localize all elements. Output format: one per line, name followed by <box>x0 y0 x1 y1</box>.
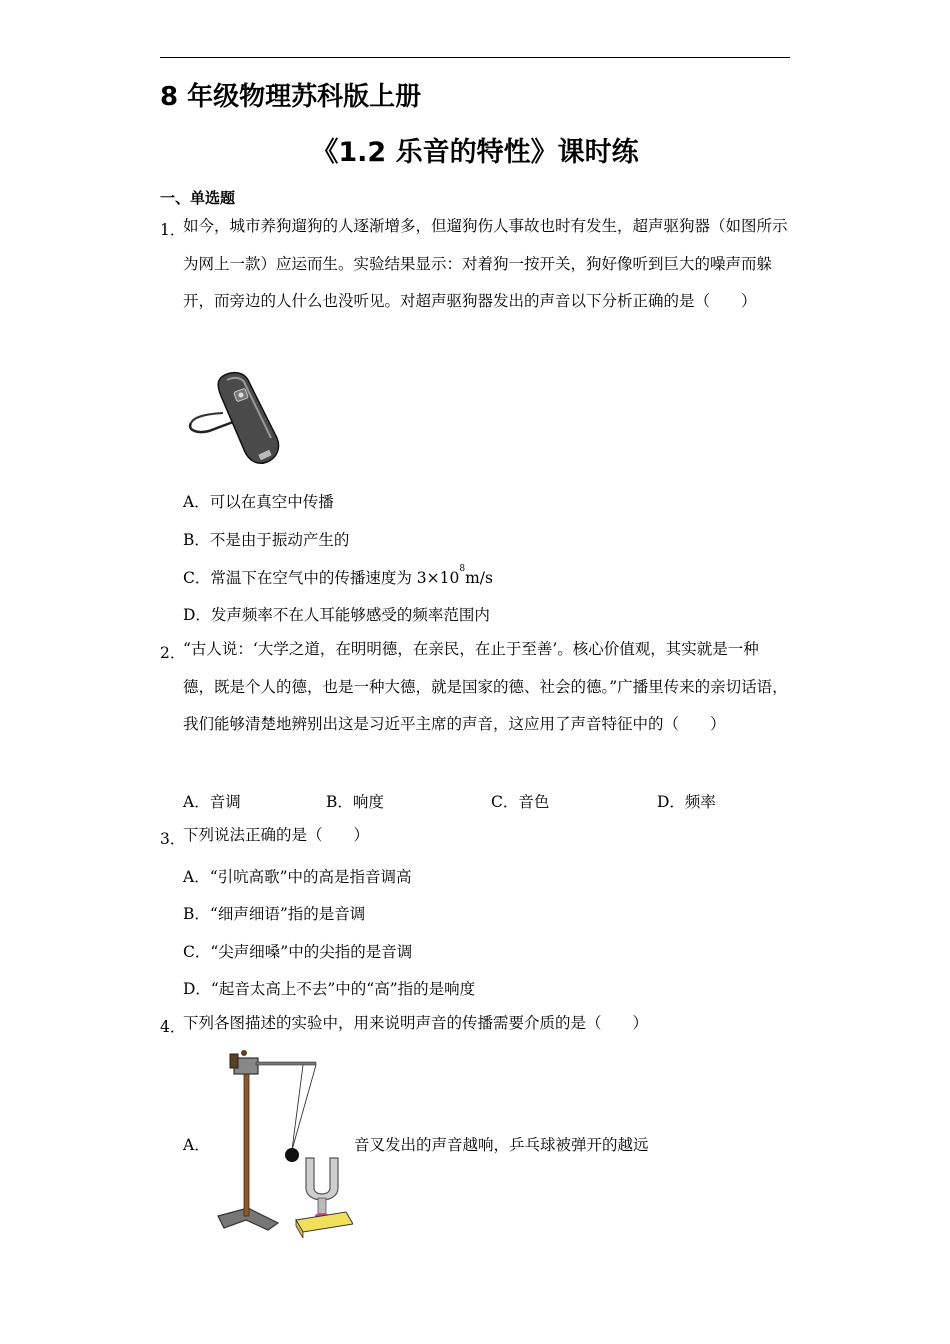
question-2-option-b: B．响度 <box>326 793 384 811</box>
grade-title: 8 年级物理苏科版上册 <box>160 82 422 112</box>
question-4-number: 4． <box>160 1018 186 1036</box>
section-heading: 一、单选题 <box>160 189 236 207</box>
question-1-option-c: C．常温下在空气中的传播速度为 $3\times 10^8m/s$ <box>183 564 493 587</box>
document-title: 《1.2 乐音的特性》课时练 <box>311 137 639 168</box>
header-rule <box>160 57 790 58</box>
question-3-option-d: D．“起音太高上不去”中的“高”指的是响度 <box>183 980 476 998</box>
question-2-option-c: C．音色 <box>491 793 550 811</box>
question-4-option-a-text: 音叉发出的声音越响，乒乓球被弹开的越远 <box>354 1136 649 1154</box>
question-3-option-b: B．“细声细语”指的是音调 <box>183 905 366 923</box>
question-2-number: 2． <box>160 644 186 662</box>
tuning-fork-pendulum-image <box>208 1048 353 1238</box>
question-4-text: 下列各图描述的实验中，用来说明声音的传播需要介质的是（ ） <box>183 1014 649 1032</box>
ultrasonic-dog-repeller-image <box>183 368 283 468</box>
question-1-number: 1． <box>160 221 186 239</box>
question-1-option-a: A．可以在真空中传播 <box>183 493 334 511</box>
question-2-text: “古人说：‘大学之道，在明明德，在亲民，在止于至善’。核心价值观，其实就是一种德，既是个人的德，也是一种大德，就是国家的德、社会的德。”广播里传来的亲切话语，我们能够清楚地辨别出这是习近平主席的声音，这应用了声音特征中的（ ） <box>183 640 788 733</box>
question-1-option-b: B．不是由于振动产生的 <box>183 531 350 549</box>
question-3-option-a: A．“引吭高歌”中的高是指音调高 <box>183 868 412 886</box>
question-3-option-c: C．“尖声细嗓”中的尖指的是音调 <box>183 943 413 961</box>
question-1-option-d: D．发声频率不在人耳能够感受的频率范围内 <box>183 606 490 624</box>
question-1-text: 如今，城市养狗遛狗的人逐渐增多，但遛狗伤人事故也时有发生，超声驱狗器（如图所示为网上一款）应运而生。实验结果显示：对着狗一按开关，狗好像听到巨大的噪声而躲开，而旁边的人什么也没听见。对超声驱狗器发出的声音以下分析正确的是（ ） <box>183 217 788 310</box>
question-3-number: 3． <box>160 830 186 848</box>
question-2-option-d: D．频率 <box>657 793 716 811</box>
question-4-option-a-label: A． <box>183 1136 210 1154</box>
question-2-option-a: A．音调 <box>183 793 241 811</box>
question-3-text: 下列说法正确的是（ ） <box>183 826 370 844</box>
